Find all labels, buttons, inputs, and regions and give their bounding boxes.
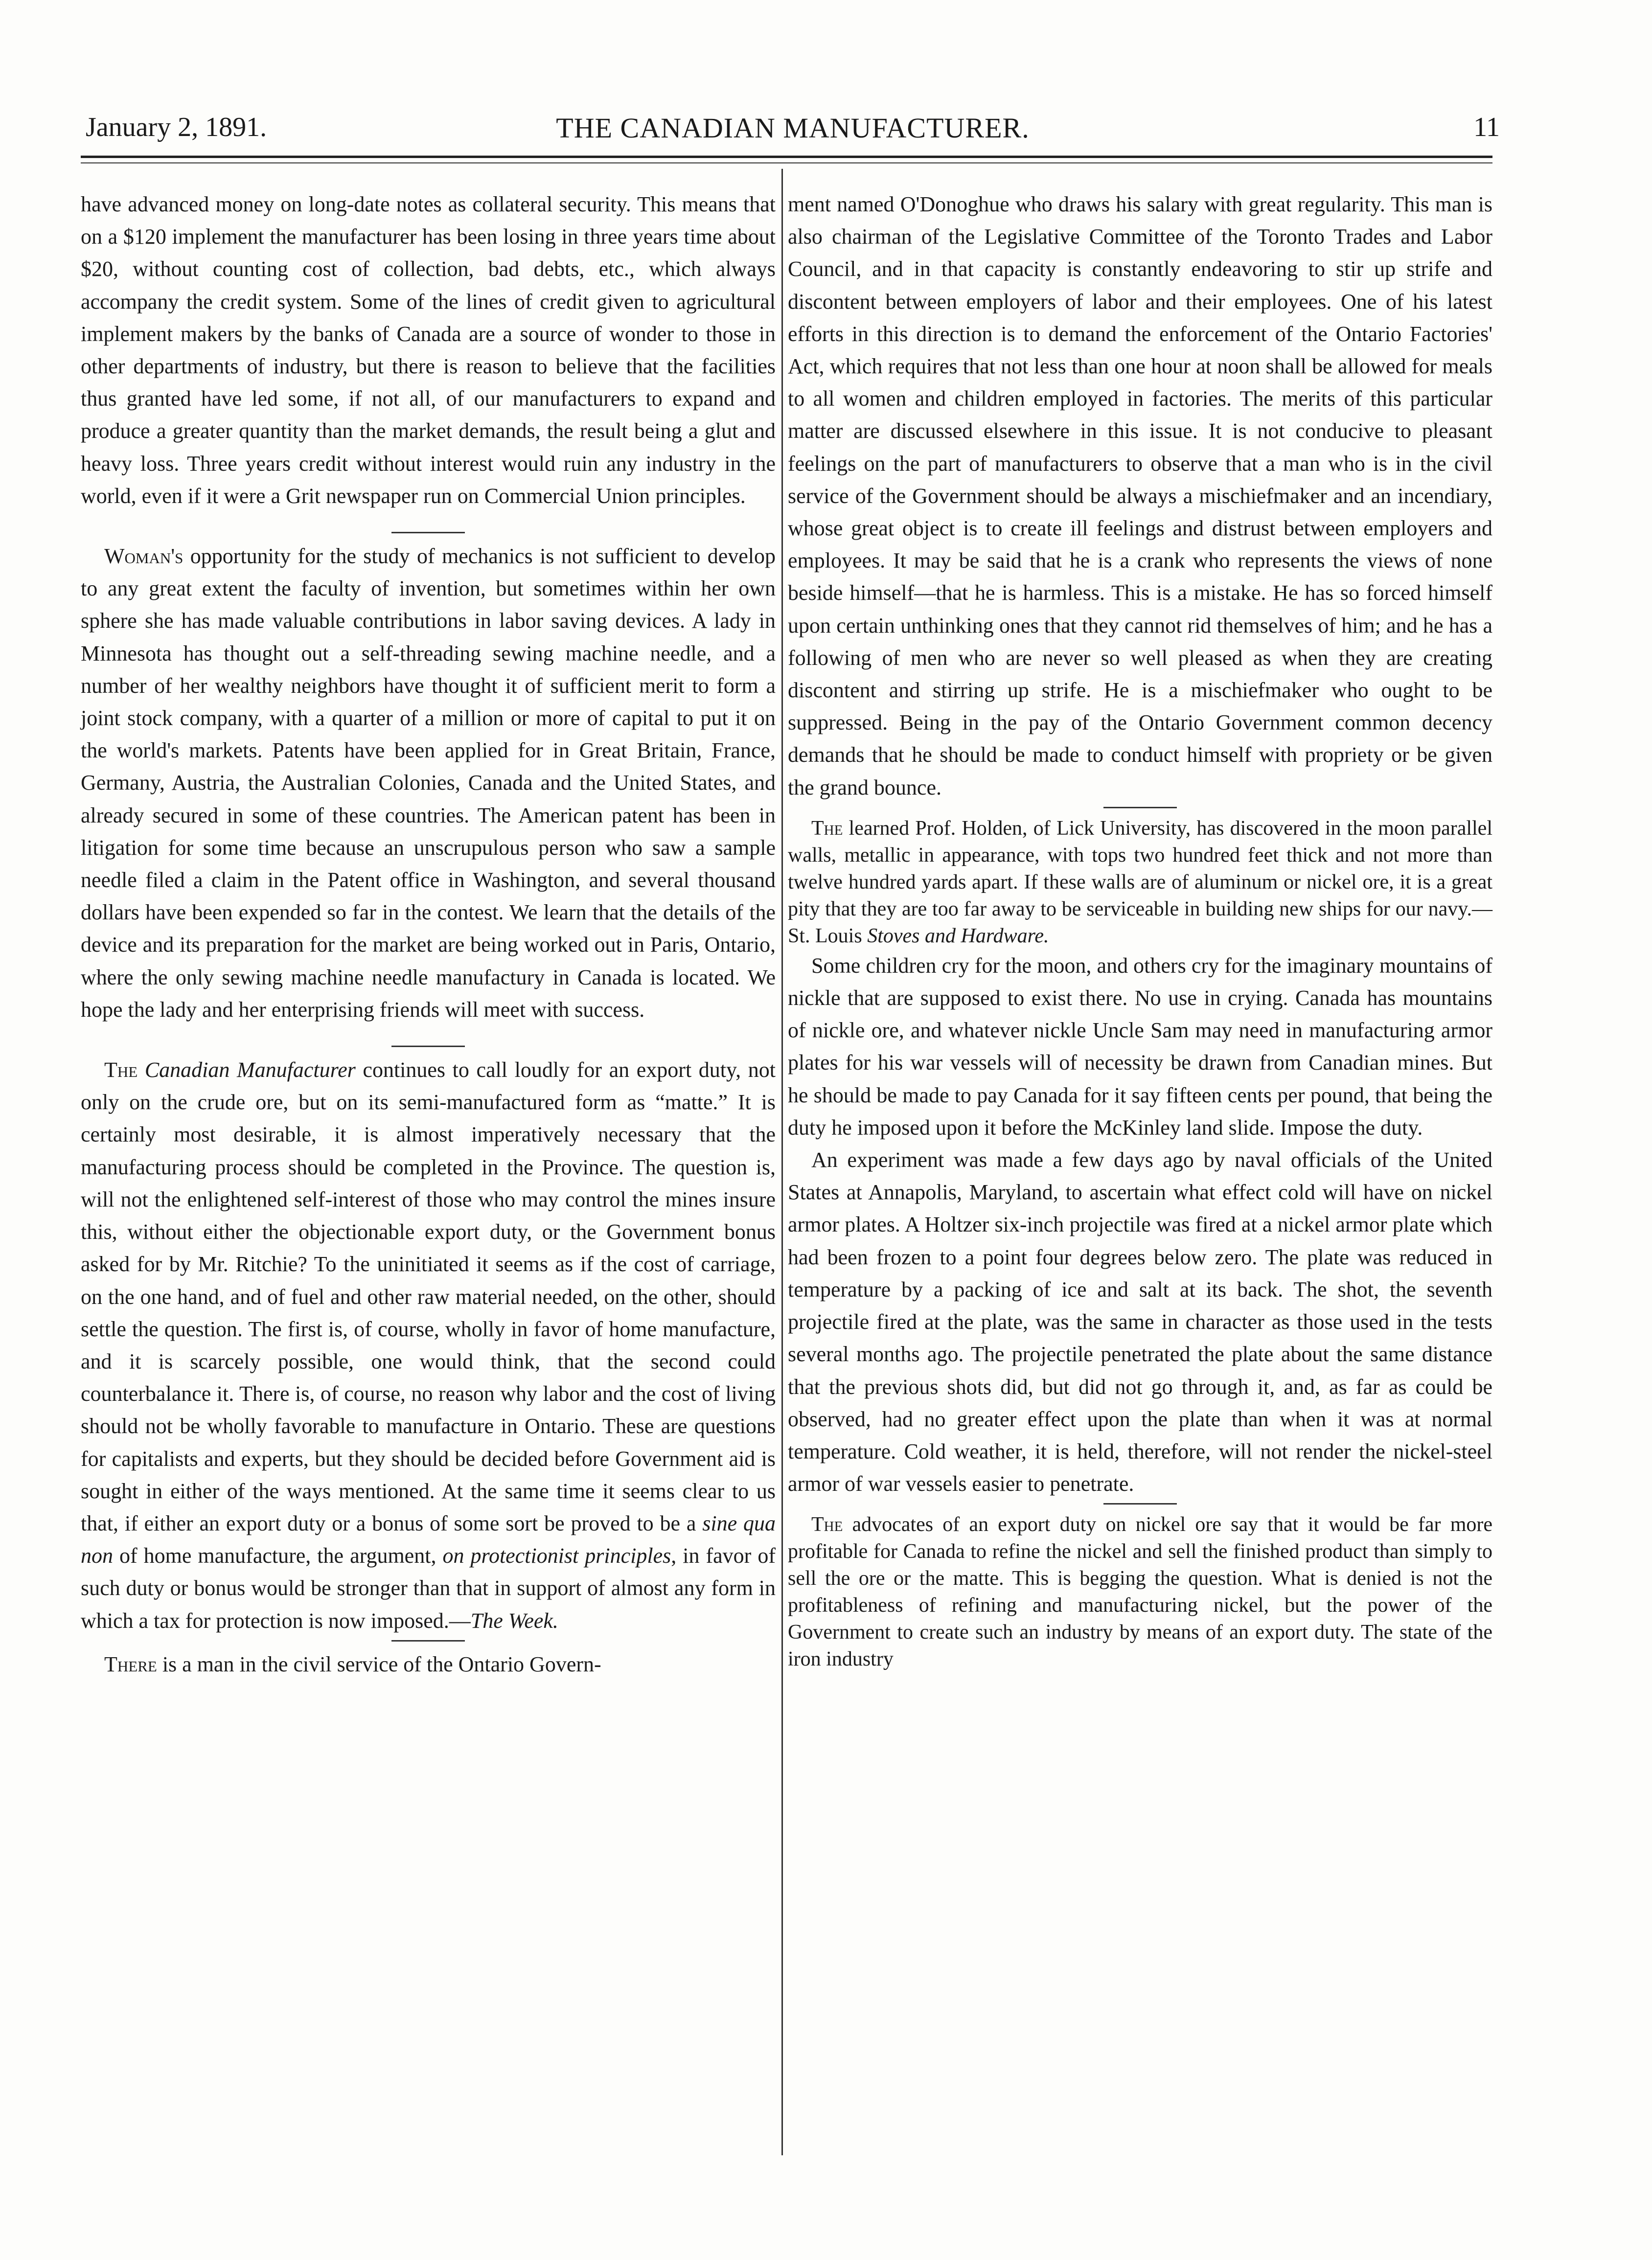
page-number: 11 [1473, 112, 1500, 142]
article-text: of home manufacture, the argument, [113, 1544, 443, 1568]
spacer [81, 512, 776, 529]
article-woman-invention [81, 540, 776, 1026]
article-civil-service [81, 1648, 776, 1681]
article-odonoghue: ment named O'Donoghue who draws his salary with great regularity. This man is also chairman of the Legislative Committee of the Toronto Trades and Labor Council, and in that capacity is constantly endeavoring to stir up strife and discontent between employers of labor and their employees. One of his latest efforts in this direction is to demand the enforcement of the Ontario Factories' Act, which requires that not less than one hour at noon shall be allowed for meals to all women and children employed in factories. The merits of this particular matter are discussed elsewhere in this issue. It is not conducive to pleasant feelings on the part of manufacturers to observe that a man who is in the civil service of the Government should be always a mischiefmaker and an incendiary, whose great object is to create ill feelings and distrust between employers and employees. It may be said that he is a crank who represents the views of none beside himself—that he is harmless. This is a mistake. He has so forced himself upon certain unthinking ones that they cannot rid themselves of him; and he has a following of men who are never so well pleased as when they are creating discontent and stirring up strife. He is a mischiefmaker who ought to be suppressed. Being in the pay of the Ontario Government common decency demands that he should be made to conduct himself with propriety or be given the grand bounce. [788, 192, 1492, 799]
left-column [81, 188, 776, 1681]
article-source: The Week. [470, 1608, 558, 1633]
publication-title: THE CANADIAN MANUFACTURER. [556, 112, 1030, 144]
lead-word: The [811, 1513, 843, 1536]
article-text: , in favor of such duty or bonus would be stronger than that in support of almost any form in which a tax for protection is now imposed.— [81, 1544, 776, 1633]
lead-word: Woman's [104, 544, 184, 569]
section-separator [391, 1640, 465, 1642]
lead-word: There [104, 1652, 157, 1676]
section-separator [391, 532, 465, 533]
article-export-duty [81, 1054, 776, 1637]
section-separator [1103, 807, 1177, 808]
article-text: is a man in the civil service of the Ontario Govern- [157, 1652, 601, 1676]
italic-text: on protectionist principles [442, 1544, 671, 1568]
article-nickel-refining [788, 1511, 1492, 1673]
column-divider [781, 169, 783, 2155]
header-rule-thin [81, 162, 1492, 163]
header-rule [81, 156, 1492, 158]
article-armor-experiment: An experiment was made a few days ago by naval officials of the United States at Annapolis, Maryland, to ascertain what effect cold will have on nickel armor plates. A Holtzer six-inch projectile was fired at a nickel armor plate which had been frozen to a point four degrees below zero. The plate was reduced in temperature by a packing of ice and salt at its back. The shot, the seventh projectile fired at the plate, was the same in character as those used in the tests several months ago. The projectile penetrated the plate about the same distance that the previous shots did, but did not go through it, and, as far as could be observed, had no greater effect upon the plate than when it was at normal temperature. Cold weather, it is held, therefore, will not render the nickel-steel armor of war vessels easier to penetrate. [788, 1148, 1492, 1496]
italic-text: sine qua non [81, 1511, 776, 1568]
lead-word: The [811, 817, 843, 840]
lead-word: The [104, 1058, 138, 1082]
issue-date: January 2, 1891. [86, 112, 267, 142]
article-moon-walls [788, 815, 1492, 950]
spacer [81, 1026, 776, 1043]
article-text: opportunity for the study of mechanics is not sufficient to develop to any great extent the faculty of invention, but sometimes within her own sphere she has made valuable contributions in labor saving devices. A lady in Minnesota has thought out a self-threading sewing machine needle, and a number of her wealthy neighbors have thought it of sufficient merit to form a joint stock company, with a quarter of a million or more of capital to put it on the world's markets. Patents have been applied for in Great Britain, France, Germany, Austria, the Australian Colonies, Canada and the United States, and already secured in some of these countries. The American patent has been in litigation for some time because an unscrupulous person who saw a sample needle filed a claim in the Patent office in Washington, and several thousand dollars have been expended so far in the contest. We learn that the details of the device and its preparation for the market are being worked out in Paris, Ontario, where the only sewing machine needle manufactury in Canada is located. We hope the lady and her enterprising friends will meet with success. [81, 544, 776, 1022]
right-column [788, 188, 1492, 1673]
section-separator [1103, 1503, 1177, 1505]
article-text: continues to call loudly for an export duty, not only on the crude ore, but on its semi-manufactured form as “matte.” It is certainly most desirable, it is almost imperatively necessary that the manufacturing process should be completed in the Province. The question is, will not the enlightened self-interest of those who may control the mines insure this, without either the objectionable export duty, or the Government bonus asked for by Mr. Ritchie? To the uninitiated it seems as if the cost of carriage, on the one hand, and of fuel and other raw material needed, on the other, should settle the question. The first is, of course, wholly in favor of home manufacture, and it is scarcely possible, one would think, that the second could counterbalance it. There is, of course, no reason why labor and the cost of living should not be wholly favorable to manufacture in Ontario. These are questions for capitalists and experts, but they should be decided before Government aid is sought in either of the ways mentioned. At the same time it seems clear to us that, if either an export duty or a bonus of some sort be proved to be a [81, 1058, 776, 1535]
article-source: Stoves and Hardware. [867, 924, 1049, 947]
section-separator [391, 1046, 465, 1047]
article-text: advocates of an export duty on nickel ore say that it would be far more profitable for Canada to refine the nickel and sell the finished product than simply to sell the ore or the matte. This is begging the question. What is denied is not the profitableness of refining and manufacturing nickel, but the power of the Government to create such an industry by means of an export duty. The state of the iron industry [788, 1513, 1492, 1671]
article-text: learned Prof. Holden, of Lick University, has discovered in the moon parallel walls, metallic in appearance, with tops two hundred feet thick and not more than twelve hundred yards apart. If these walls are of aluminum or nickel ore, it is a great pity that they are too far away to be serviceable in building new ships for our navy.—St. Louis [788, 817, 1492, 947]
article-nickle-mountains: Some children cry for the moon, and others cry for the imaginary mountains of nickle that are supposed to exist there. No use in crying. Canada has mountains of nickle ore, and whatever nickle Uncle Sam may need in manufacturing armor plates for his war vessels will of necessity be drawn from Canadian mines. But he should be made to pay Canada for it say fifteen cents per pound, that being the duty he imposed upon it before the McKinley land slide. Impose the duty. [788, 953, 1492, 1140]
article-credit-continued: have advanced money on long-date notes as collateral security. This means that on a $120 implement the manufacturer has been losing in three years time about $20, without counting cost of collection, bad debts, etc., which always accompany the credit system. Some of the lines of credit given to agricultural implement makers by the banks of Canada are a source of wonder to those in other departments of industry, but there is reason to believe that the facilities thus granted have led some, if not all, of our manufacturers to expand and produce a greater quantity than the market demands, the result being a glut and heavy loss. Three years credit without interest would ruin any industry in the world, even if it were a Grit newspaper run on Commercial Union principles. [81, 192, 776, 508]
page-header [76, 108, 1510, 152]
italic-text: Canadian Manufacturer [144, 1058, 356, 1082]
